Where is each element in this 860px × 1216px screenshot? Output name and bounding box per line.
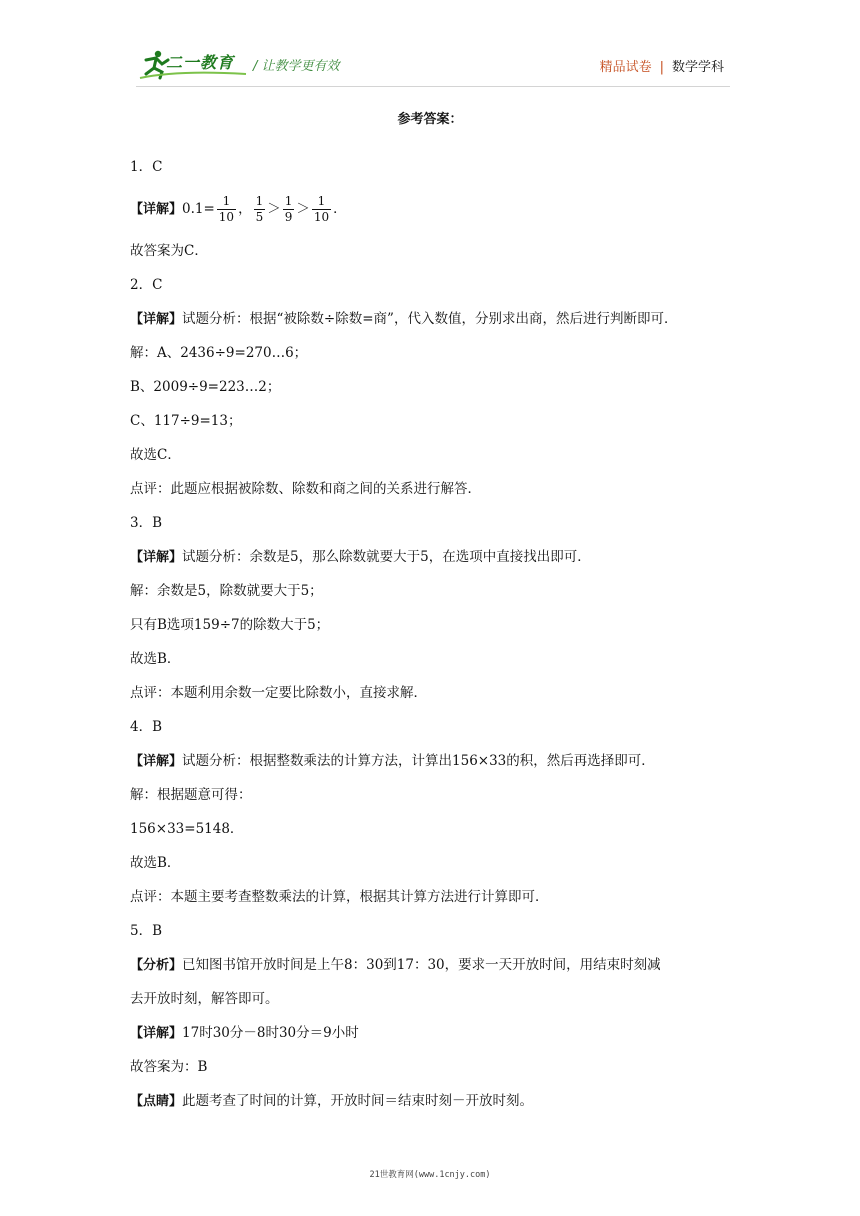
answer-number: 2．C — [130, 277, 163, 293]
denominator: 9 — [284, 210, 293, 224]
answer-body — [130, 150, 736, 1118]
detail-text: 试题分析：根据整数乘法的计算方法，计算出156×33的积，然后再选择即可． — [182, 753, 655, 769]
detail-line — [130, 1016, 736, 1050]
text-line: 点评：本题主要考查整数乘法的计算，根据其计算方法进行计算即可． — [130, 889, 549, 905]
text-line: 解：根据题意可得： — [130, 787, 252, 803]
detail-text: 试题分析：根据“被除数÷除数=商”，代入数值，分别求出商，然后进行判断即可． — [182, 311, 678, 327]
text-line: 156×33=5148． — [130, 821, 244, 837]
text-line: C、117÷9=13； — [130, 413, 242, 429]
text-line: 故答案为：B — [130, 1059, 208, 1075]
math-text: ． — [333, 201, 347, 217]
text-line: 解：余数是5，除数就要大于5； — [130, 583, 323, 599]
math-text: ＞ — [267, 201, 281, 217]
numerator: 1 — [284, 194, 293, 208]
tag-label: 【详解】 — [130, 754, 183, 769]
detail-line — [130, 540, 736, 574]
denominator: 5 — [255, 210, 264, 224]
text-line: 点评：此题应根据被除数、除数和商之间的关系进行解答． — [130, 481, 481, 497]
tag-label: 【详解】 — [130, 312, 183, 327]
header-label-premium: 精品试卷 — [599, 60, 652, 75]
answer-number: 3．B — [130, 515, 163, 531]
page-title: 参考答案： — [397, 112, 463, 127]
fraction — [254, 194, 266, 225]
text-line: 去开放时刻，解答即可。 — [130, 991, 279, 1007]
page-header — [130, 44, 730, 84]
detail-line — [130, 1084, 736, 1118]
tag-label: 【分析】 — [130, 958, 183, 973]
text-line: 故选B． — [130, 651, 181, 667]
text-line: 故答案为C． — [130, 243, 208, 259]
detail-line — [130, 302, 736, 336]
logo-text: 二一教育 — [166, 53, 235, 72]
text-line: 只有B选项159÷7的除数大于5； — [130, 617, 330, 633]
fraction — [312, 194, 331, 225]
header-label-subject: 数学学科 — [671, 60, 724, 75]
answer-number: 4．B — [130, 719, 163, 735]
text-line: B、2009÷9=223…2； — [130, 379, 281, 395]
tag-label: 【点睛】 — [130, 1094, 183, 1109]
answer-number: 5．B — [130, 923, 163, 939]
header-right — [600, 56, 724, 75]
detail-line — [130, 948, 736, 982]
detail-text: 此题考查了时间的计算，开放时间＝结束时刻－开放时刻。 — [182, 1093, 534, 1109]
fraction — [283, 194, 295, 225]
math-text: 0.1= — [182, 201, 215, 217]
denominator: 10 — [313, 210, 330, 224]
detail-line — [130, 184, 736, 234]
text-line: 故选C． — [130, 447, 181, 463]
detail-text: 试题分析：余数是5，那么除数就要大于5，在选项中直接找出即可． — [182, 549, 591, 565]
text-line: 解：A、2436÷9=270…6； — [130, 345, 308, 361]
math-text: ， — [238, 201, 252, 217]
tag-label: 【详解】 — [130, 1026, 183, 1041]
answer-number: 1．C — [130, 159, 163, 175]
fraction — [217, 194, 236, 225]
header-divider — [136, 86, 730, 87]
tag-label: 【详解】 — [130, 550, 183, 565]
slogan: / 让教学更有效 — [253, 59, 340, 74]
numerator: 1 — [255, 194, 264, 208]
detail-text: 17时30分－8时30分＝9小时 — [182, 1025, 359, 1041]
page-footer: 21世教育网(www.1cnjy.com) — [369, 1170, 491, 1180]
math-text: ＞ — [296, 201, 310, 217]
numerator: 1 — [217, 194, 236, 210]
detail-text: 已知图书馆开放时间是上午8：30到17：30，要求一天开放时间，用结束时刻减 — [182, 957, 661, 973]
numerator: 1 — [312, 194, 331, 210]
text-line: 点评：本题利用余数一定要比除数小，直接求解． — [130, 685, 427, 701]
header-separator: | — [659, 60, 664, 75]
detail-line — [130, 744, 736, 778]
tag-label: 【详解】 — [130, 202, 183, 217]
denominator: 10 — [218, 210, 235, 224]
text-line: 故选B． — [130, 855, 181, 871]
